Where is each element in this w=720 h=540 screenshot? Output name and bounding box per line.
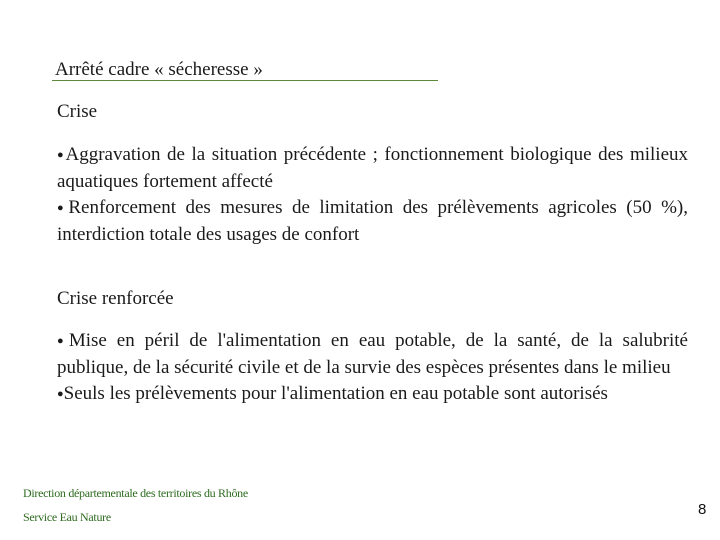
list-item-text: Aggravation de la situation précédente ; fonctionnement biologique des milieux aquatiques fortement affecté (57, 144, 688, 192)
footer-service: Service Eau Nature (23, 510, 111, 524)
bullet-icon: ● (57, 202, 69, 214)
list-item-text: Seuls les prélèvements pour l'alimentation en eau potable sont autorisés (63, 383, 608, 404)
section-heading-crise: Crise (57, 101, 98, 122)
footer-organization: Direction départementale des territoires du Rhône (23, 486, 248, 500)
section-crise-list (57, 142, 688, 248)
title-underline (52, 80, 438, 81)
list-item-text: Renforcement des mesures de limitation des prélèvements agricoles (50 %), interdiction totale des usages de confort (57, 197, 688, 245)
bullet-icon: ● (57, 388, 64, 400)
list-item-text: Mise en péril de l'alimentation en eau potable, de la santé, de la salubrité publique, de la sécurité civile et de la survie des espèces présentes dans le milieu (57, 330, 688, 378)
section-crise-renforcee-list (57, 328, 688, 408)
slide-title: Arrêté cadre « sécheresse » (55, 59, 263, 80)
list-item (57, 328, 688, 381)
list-item (57, 142, 688, 195)
list-item (57, 381, 688, 408)
bullet-icon: ● (57, 149, 66, 161)
section-heading-crise-renforcee: Crise renforcée (57, 288, 174, 309)
bullet-icon: ● (57, 335, 69, 347)
list-item (57, 195, 688, 248)
page-number: 8 (698, 501, 707, 518)
